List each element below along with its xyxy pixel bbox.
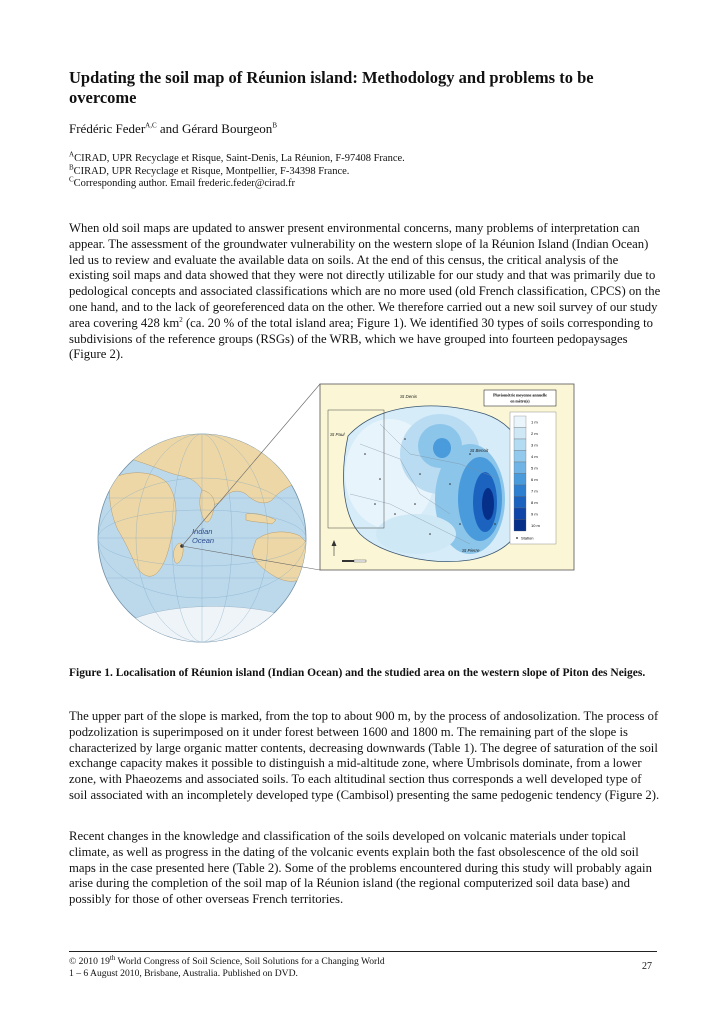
body-paragraph: The upper part of the slope is marked, from the top to about 900 m, by the process of andosolization. The process of podzolization is superimposed on it under forest between 1600 and 1800 m. The remaining part of the slope is characterized by large organic matter contents, decreasing downwards (Table 1). The degree of saturation of the soil exchange capacity makes it possible to distinguish a mid-altitude zone, where Umbrisols dominate, from a lower zone, with Phaeozems and associated soils. To each altitudinal section thus corresponds a well developed type of soil associated with an incompletely developed type (Cambisol) presenting the same pedogenic tendency (Figure 2). <box>69 709 660 802</box>
legend-swatch <box>514 474 526 486</box>
superscript: th <box>109 953 116 962</box>
legend-label: 6 m <box>531 477 538 482</box>
paper-title: Updating the soil map of Réunion island: Methodology and problems to be overcome <box>69 68 594 107</box>
footer-line <box>69 953 385 968</box>
paragraph-text: (ca. 20 % of the total island area; Figure 1). We identified 30 types of soils corresponding to subdivisions of the reference groups (RSGs) of the WRB, which we have grouped into fourteen pedopaysages (Figure 2). <box>69 315 653 362</box>
town-label: St Pierre <box>462 548 480 553</box>
author-line <box>69 121 277 137</box>
legend-label: 3 m <box>531 442 538 448</box>
footer-text: © 2010 19 <box>69 956 110 967</box>
affiliation-marker: A <box>69 150 75 159</box>
legend-swatch <box>514 520 526 532</box>
figure-1-map <box>96 380 578 658</box>
legend-swatch <box>514 439 526 451</box>
legend-swatch <box>514 485 526 497</box>
affiliation-marker: A,C <box>145 121 157 130</box>
body-paragraph <box>69 221 661 363</box>
footer-line: 1 – 6 August 2010, Brisbane, Australia. Published on DVD. <box>69 968 298 979</box>
affiliation-marker: C <box>69 175 74 184</box>
paragraph-text: When old soil maps are updated to answer present environmental concerns, many problems of interpretation can appear. The assessment of the groundwater vulnerability on the western slope of la Réunion Island (Indian Ocean) led us to review and evaluate the available data on soils. At the end of this census, the critical analysis of the existing soil maps and data showed that they were not directly utilizable for our study and that was primarily due to pedological concepts and associated classifications which are no more used (old French classification, CPCS) on the one hand, and to the lack of georeferenced data on the other. We therefore carried out a new soil survey of our study area covering 428 km <box>69 221 661 330</box>
legend-swatch <box>514 508 526 520</box>
legend-label: 1 m <box>531 419 538 425</box>
legend-label: 7 m <box>531 488 538 494</box>
affiliation-line <box>69 175 405 191</box>
legend-swatch <box>514 497 526 509</box>
superscript: 2 <box>179 315 183 324</box>
legend-label: 4 m <box>531 454 538 459</box>
globe <box>98 428 308 648</box>
legend-title: Pluviométrie moyenne annuelle <box>493 392 547 398</box>
affiliation-line <box>69 163 405 179</box>
affiliation-text: Corresponding author. Email frederic.feder@cirad.fr <box>73 178 296 189</box>
reunion-rainfall-map <box>320 384 574 570</box>
page-number: 27 <box>642 961 652 972</box>
affiliation-text: CIRAD, UPR Recyclage et Risque, Saint-Denis, La Réunion, F-97408 France. <box>74 153 405 164</box>
footer <box>69 953 385 980</box>
affiliation-line <box>69 150 405 166</box>
town-label: St Denis <box>400 394 418 399</box>
legend-swatch <box>514 428 526 440</box>
legend-label: 2 m <box>531 431 538 436</box>
author-connector: and <box>156 121 182 136</box>
author-name: Frédéric Feder <box>69 121 146 136</box>
affiliation-marker: B <box>69 163 74 171</box>
globe-label: Ocean <box>192 536 215 545</box>
legend-subtitle: en mètre(s) <box>510 398 530 404</box>
town-label: St Benoit <box>470 448 489 453</box>
legend-swatch <box>514 462 526 474</box>
affiliation-marker: B <box>272 121 277 130</box>
town-label: St Paul <box>330 432 345 437</box>
scale-bar <box>342 560 366 562</box>
author-name: Gérard Bourgeon <box>181 121 273 136</box>
figure-caption: Figure 1. Localisation of Réunion island (Indian Ocean) and the studied area on the western slope of Piton des Neiges. <box>69 667 646 679</box>
affiliation-text: CIRAD, UPR Recyclage et Risque, Montpellier, F-34398 France. <box>73 165 350 177</box>
legend-swatch <box>514 451 526 463</box>
station-marker-icon <box>516 537 518 539</box>
legend-label: 8 m <box>531 500 538 505</box>
globe-label: Indian <box>192 527 213 536</box>
legend-label: 9 m <box>531 511 538 517</box>
affiliations <box>69 150 405 191</box>
footer-rule <box>69 951 657 952</box>
legend-station-label: Station <box>521 535 534 541</box>
legend-swatch <box>514 416 526 428</box>
legend-label: 10 m <box>531 523 540 528</box>
body-paragraph: Recent changes in the knowledge and classification of the soils developed on volcanic materials under topical climate, as well as progress in the dating of the volcanic events explain both the fast obsolescence of the old soil maps in the case presented here (Table 2). Some of the problems encountered during this study will probably again arise during the completion of the soil map of la Réunion island (the regional computerized soil data base) and possibly for those of other overseas French territories. <box>69 829 652 907</box>
legend-label: 5 m <box>531 465 538 471</box>
footer-text: World Congress of Soil Science, Soil Solutions for a Changing World <box>115 956 385 967</box>
